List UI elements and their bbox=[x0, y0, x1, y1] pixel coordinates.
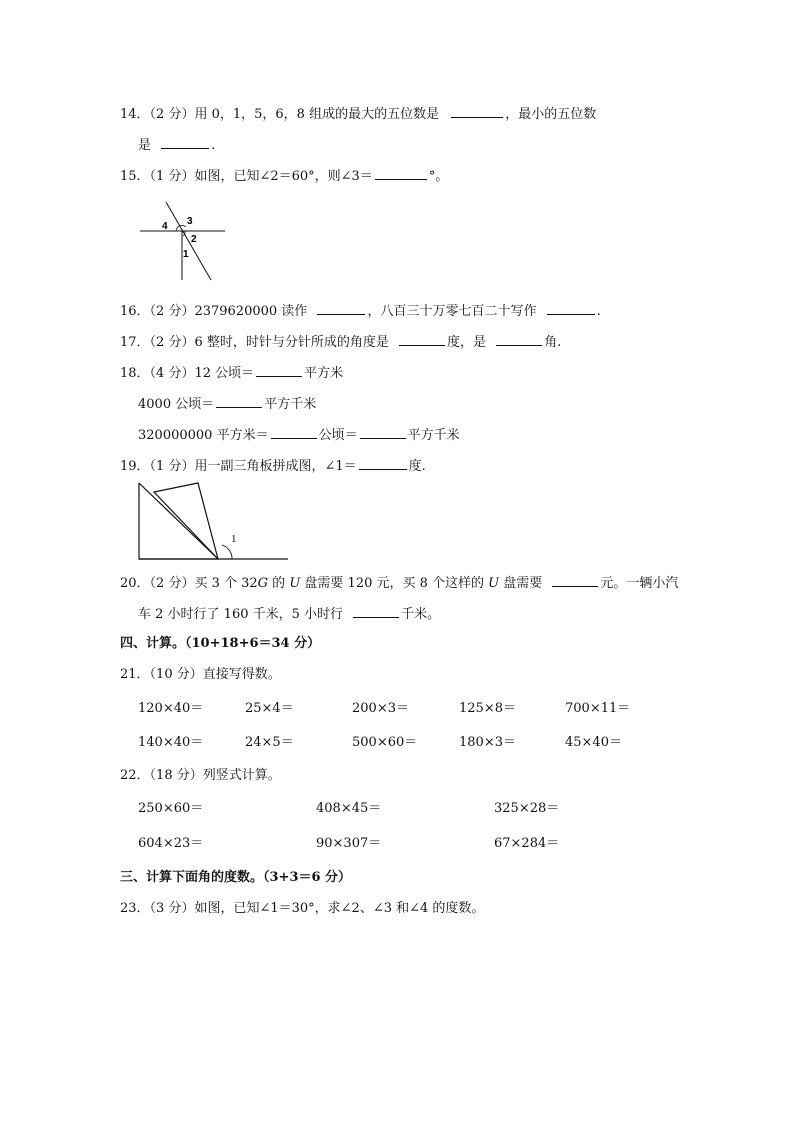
q15-label-1: 1 bbox=[183, 249, 189, 260]
q16-blank1[interactable] bbox=[317, 301, 365, 315]
q15-figure bbox=[130, 196, 230, 284]
q21-r2-c2: 24×5＝ bbox=[245, 735, 294, 750]
q21-r2-c4: 180×3＝ bbox=[459, 735, 516, 750]
q22-r2-c2: 90×307＝ bbox=[316, 836, 382, 851]
q18-blank3[interactable] bbox=[271, 425, 317, 439]
section-3-heading: 三、计算下面角的度数。（3+3＝6 分） bbox=[120, 870, 352, 885]
q17-blank2[interactable] bbox=[496, 332, 542, 346]
q22-r2-c1: 604×23＝ bbox=[138, 836, 204, 851]
q14-blank1[interactable] bbox=[451, 104, 503, 118]
q14-blank2[interactable] bbox=[161, 135, 209, 149]
q21-r2-c5: 45×40＝ bbox=[565, 735, 622, 750]
q21-r2-c3: 500×60＝ bbox=[352, 735, 418, 750]
q18-blank1[interactable] bbox=[256, 363, 302, 377]
q18-line2: 4000 公顷＝ 平方千米 bbox=[138, 394, 316, 414]
q15-line: 15．（1 分）如图，已知∠2＝60°，则∠3＝ °。 bbox=[120, 166, 448, 186]
q19-figure bbox=[136, 480, 292, 564]
q21-r1-c2: 25×4＝ bbox=[245, 701, 294, 716]
section-4-heading: 四、计算。（10+18+6＝34 分） bbox=[120, 636, 321, 651]
q22-r1-c2: 408×45＝ bbox=[316, 801, 382, 816]
q21-r1-c5: 700×11＝ bbox=[565, 701, 631, 716]
q16-blank2[interactable] bbox=[547, 301, 595, 315]
q14-line2: 是 . bbox=[138, 135, 215, 155]
q15-label-2: 2 bbox=[191, 234, 197, 245]
q20-blank1[interactable] bbox=[552, 573, 598, 587]
q21-r1-c1: 120×40＝ bbox=[138, 701, 204, 716]
q23-line: 23．（3 分）如图，已知∠1＝30°，求∠2、∠3 和∠4 的度数。 bbox=[120, 901, 485, 916]
q15-label-4: 4 bbox=[162, 221, 168, 232]
q20-blank2[interactable] bbox=[353, 604, 399, 618]
q21-r2-c1: 140×40＝ bbox=[138, 735, 204, 750]
q15-blank[interactable] bbox=[375, 166, 427, 180]
q15-label-3: 3 bbox=[187, 216, 193, 227]
q19-line: 19．（1 分）用一副三角板拼成图，∠1＝ 度. bbox=[120, 456, 426, 476]
q16-line: 16．（2 分）2379620000 读作 ，八百三十万零七百二十写作 . bbox=[120, 301, 601, 321]
q21-r1-c3: 200×3＝ bbox=[352, 701, 409, 716]
q22-r1-c1: 250×60＝ bbox=[138, 801, 204, 816]
q22-r1-c3: 325×28＝ bbox=[494, 801, 560, 816]
q18-line3: 320000000 平方米＝ 公顷＝ 平方千米 bbox=[138, 425, 460, 445]
q14-line1: 14．（2 分）用 0，1，5，6，8 组成的最大的五位数是 ，最小的五位数 bbox=[120, 104, 596, 124]
q18-blank4[interactable] bbox=[360, 425, 406, 439]
q18-blank2[interactable] bbox=[216, 394, 262, 408]
q22-title: 22．（18 分）列竖式计算。 bbox=[120, 768, 281, 783]
q17-line: 17．（2 分）6 整时，时针与分针所成的角度是 度，是 角. bbox=[120, 332, 561, 352]
q22-r2-c3: 67×284＝ bbox=[494, 836, 560, 851]
q20-line2: 车 2 小时行了 160 千米，5 小时行 千米。 bbox=[138, 604, 440, 624]
q21-r1-c4: 125×8＝ bbox=[459, 701, 516, 716]
q21-title: 21．（10 分）直接写得数。 bbox=[120, 667, 281, 682]
q20-line1: 20．（2 分）买 3 个 32G 的 U 盘需要 120 元，买 8 个这样的 U 盘需要 元。一辆小汽 bbox=[120, 573, 678, 593]
q17-blank1[interactable] bbox=[399, 332, 445, 346]
q18-line1: 18．（4 分）12 公顷＝ 平方米 bbox=[120, 363, 343, 383]
q19-blank[interactable] bbox=[359, 456, 407, 470]
q19-label-1: 1 bbox=[231, 533, 237, 545]
